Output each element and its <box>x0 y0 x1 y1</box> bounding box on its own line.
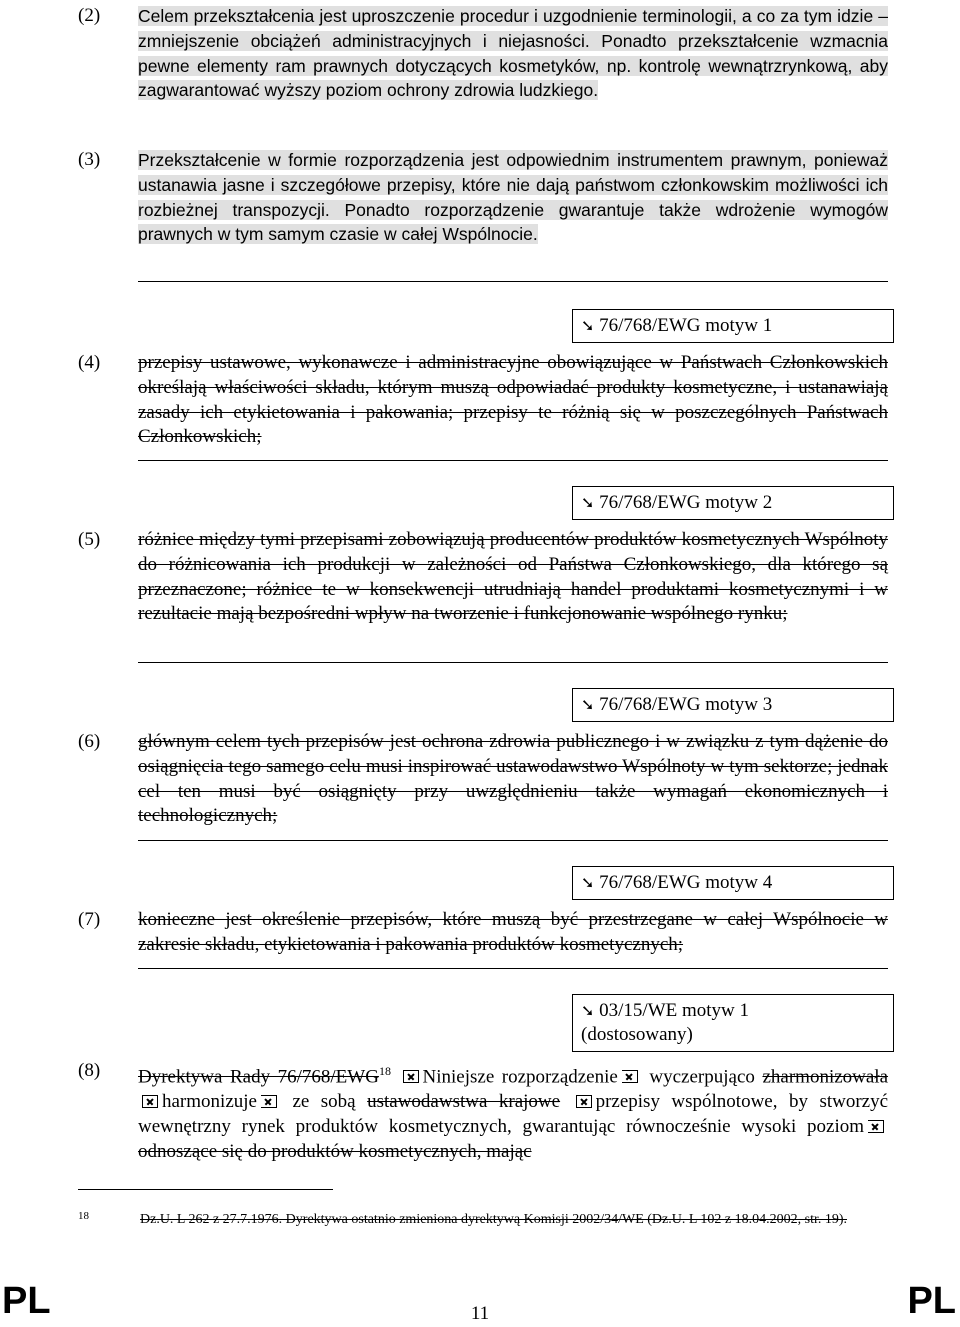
separator-line <box>138 840 888 841</box>
paragraph-number: (4) <box>78 352 101 373</box>
insertion-start-icon <box>576 1095 592 1108</box>
paragraph-number: (6) <box>78 731 101 752</box>
source-reference-box <box>572 994 894 1052</box>
deleted-text: zharmonizowała <box>762 1066 889 1088</box>
arrow-down-right-icon: ➘ <box>581 1001 595 1020</box>
footnote-mark: 18 <box>78 1210 89 1222</box>
paragraph-7 <box>78 908 888 958</box>
paragraph-text: przepisy ustawowe, wykonawcze i administracyjne obowiązujące w Państwach Członkowskich określają właściwości składu, którym muszą odpowiadać produkty kosmetyczne, i ustanawiają zasady ich etykietowania i pakowania; przepisy te różnią się w poszczególnych Państwach Członkowskich; <box>138 352 888 448</box>
source-reference-box <box>572 309 894 343</box>
insertion-start-icon <box>403 1070 419 1083</box>
separator-line <box>138 968 888 969</box>
deleted-text: ustawodawstwa krajowe <box>367 1091 561 1113</box>
paragraph-6 <box>78 730 888 829</box>
source-reference: 76/768/EWG motyw 3 <box>599 694 773 715</box>
language-code-right: PL <box>907 1280 956 1322</box>
footnote-text: Dz.U. L 262 z 27.7.1976. Dyrektywa ostatnio zmieniona dyrektywą Komisji 2002/34/WE (Dz.U. L 102 z 18.04.2002, str. 19). <box>140 1212 848 1227</box>
footnote-separator <box>78 1189 333 1190</box>
paragraph-text: głównym celem tych przepisów jest ochrona zdrowia publicznego i w związku z tym dążenie do osiągnięcia tego samego celu musi inspirować ustawodawstwo Wspólnoty w tym sektorze; jednak cel ten musi być osiągnięty przy uwzględnieniu także wymagań ekonomicznych i technologicznych; <box>138 731 888 827</box>
arrow-down-right-icon: ➘ <box>581 873 595 892</box>
page-number: 11 <box>470 1303 490 1324</box>
separator-line <box>138 460 888 461</box>
paragraph-text: Celem przekształcenia jest uproszczenie procedur i uzgodnienie terminologii, a co za tym idzie – zmniejszenie obciążeń administracyjnych i niejasności. Ponadto przekształcenie wzmacnia pewne elementy ram prawnych dotyczących kosmetyków, np. kontrolę wewnątrzrynkową, aby zagwarantować wyższy poziom ochrony zdrowia ludzkiego. <box>138 6 888 101</box>
arrow-down-right-icon: ➘ <box>581 316 595 335</box>
source-reference: 76/768/EWG motyw 4 <box>599 872 773 893</box>
inserted-text: Niniejsze rozporządzenie <box>422 1066 618 1088</box>
footnote <box>78 1210 888 1230</box>
paragraph-text: wyczerpująco <box>649 1066 755 1088</box>
inserted-text: harmonizuje <box>162 1091 257 1113</box>
separator-line <box>138 281 888 282</box>
footnote-reference: 18 <box>378 1064 391 1078</box>
paragraph-2 <box>78 4 888 103</box>
source-reference: 76/768/EWG motyw 2 <box>599 492 773 513</box>
source-reference-box <box>572 688 894 722</box>
paragraph-text: różnice między tymi przepisami zobowiązują producentów produktów kosmetycznych Wspólnoty do różnicowania ich produkcji w zależności od Państwa Członkowskiego, dla którego są przeznaczone; różnice te w konsekwencji utrudniają handel produktami kosmetycznymi i w rezultacie mają bezpośredni wpływ na tworzenie i funkcjonowanie wspólnego rynku; <box>138 529 888 625</box>
paragraph-text: konieczne jest określenie przepisów, które muszą być przestrzegane w całej Wspólnocie w zakresie składu, etykietowania i pakowania produktów kosmetycznych; <box>138 909 888 955</box>
paragraph-text: ze sobą <box>292 1091 356 1113</box>
source-reference-box <box>572 486 894 520</box>
deleted-text: Dyrektywa Rady 76/768/EWG <box>138 1066 379 1088</box>
paragraph-number: (7) <box>78 909 101 930</box>
paragraph-number: (3) <box>78 149 101 170</box>
paragraph-number: (2) <box>78 5 101 26</box>
insertion-end-icon <box>622 1070 638 1083</box>
source-reference-note: (dostosowany) <box>581 1024 693 1045</box>
arrow-down-right-icon: ➘ <box>581 493 595 512</box>
insertion-end-icon <box>868 1120 884 1133</box>
paragraph-3 <box>78 148 888 247</box>
insertion-end-icon <box>261 1095 277 1108</box>
paragraph-5 <box>78 528 888 627</box>
inserted-text: przepisy wspólnotowe, by stworzyć wewnętrzny rynek produktów kosmetycznych, gwarantując równocześnie wysoki poziom <box>138 1091 889 1137</box>
paragraph-number: (5) <box>78 529 101 550</box>
deleted-text: odnoszące się do produktów kosmetycznych, mając <box>138 1140 532 1162</box>
source-reference-box <box>572 866 894 900</box>
paragraph-8 <box>78 1059 888 1165</box>
language-code-left: PL <box>2 1280 51 1322</box>
paragraph-number: (8) <box>78 1060 101 1081</box>
arrow-down-right-icon: ➘ <box>581 695 595 714</box>
insertion-start-icon <box>142 1095 158 1108</box>
source-reference: 03/15/WE motyw 1 <box>599 1000 750 1021</box>
source-reference: 76/768/EWG motyw 1 <box>599 315 773 336</box>
paragraph-text: Przekształcenie w formie rozporządzenia jest odpowiednim instrumentem prawnym, ponieważ ustanawia jasne i szczegółowe przepisy, które nie dają państwom członkowskim możliwości ich rozbieżnej transpozycji. Ponadto rozporządzenie gwarantuje także wdrożenie wymogów prawnych w tym samym czasie w całej Wspólnocie. <box>138 150 888 245</box>
paragraph-4 <box>78 351 888 450</box>
separator-line <box>138 662 888 663</box>
